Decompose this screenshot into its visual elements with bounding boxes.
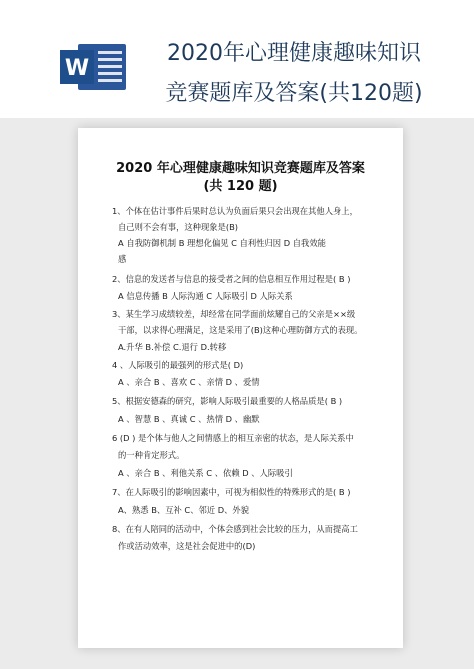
question-1-line-1: 1、个体在估计事件后果时总认为负面后果只会出现在其他人身上，	[112, 206, 358, 216]
question-3-options: A.升华 B.补偿 C.退行 D.转移	[118, 342, 227, 352]
question-7-options: A、熟悉 B、互补 C、邻近 D、外貌	[118, 505, 250, 515]
question-7-line-1: 7、在人际吸引的影响因素中，可视为相似性的特殊形式的是( B )	[112, 487, 351, 497]
svg-text:W: W	[64, 56, 90, 81]
header-title-line-1: 2020年心理健康趣味知识	[167, 41, 421, 66]
question-1-options-cont: 感	[118, 254, 127, 264]
question-5-line-1: 5、根据安德森的研究，影响人际吸引最重要的人格品质是( B )	[112, 396, 343, 406]
question-6-options: A 、亲合 B 、利他关系 C 、依赖 D 、人际吸引	[118, 468, 293, 478]
question-5-options: A 、智慧 B 、真诚 C 、热情 D 、幽默	[118, 414, 260, 424]
question-8-line-2: 作或活动效率，这是社会促进中的(D)	[118, 541, 256, 551]
question-3-line-2: 干部，以求得心理满足，这是采用了(B)这种心理防御方式的表现。	[118, 325, 363, 335]
header-title	[134, 34, 454, 114]
question-2-line-1: 2、信息的发送者与信息的接受者之间的信息相互作用过程是( B )	[112, 274, 351, 284]
question-6-line-1: 6 (D ) 是个体与他人之间情感上的相互亲密的状态，是人际关系中	[112, 433, 354, 443]
question-4-options: A 、亲合 B 、喜欢 C 、亲情 D 、爱情	[118, 377, 260, 387]
document-page	[78, 128, 403, 648]
word-document-icon	[58, 42, 128, 92]
header-banner	[0, 0, 474, 120]
question-3-line-1: 3、某生学习成绩较差，却经常在同学面前炫耀自己的父亲是××级	[112, 309, 356, 319]
question-4-line-1: 4 、人际吸引的最强列的形式是( D)	[112, 360, 244, 370]
question-2-options: A 信息传播 B 人际沟通 C 人际吸引 D 人际关系	[118, 291, 293, 301]
question-6-line-2: 的一种肯定形式。	[118, 450, 185, 460]
question-8-line-1: 8、在有人陪同的活动中，个体会感到社会比较的压力，从而提高工	[112, 524, 358, 534]
question-1-options: A 自我防御机制 B 理想化偏见 C 自利性归因 D 自我效能	[118, 238, 326, 248]
document-title-line-1: 2020 年心理健康趣味知识竞赛题库及答案	[116, 161, 365, 176]
document-title-line-2: (共 120 题)	[203, 179, 278, 194]
header-title-line-2: 竞赛题库及答案(共120题)	[165, 81, 423, 106]
question-1-line-2: 自己则不会有事，这种现象是(B)	[118, 222, 239, 232]
document-title	[78, 160, 403, 196]
